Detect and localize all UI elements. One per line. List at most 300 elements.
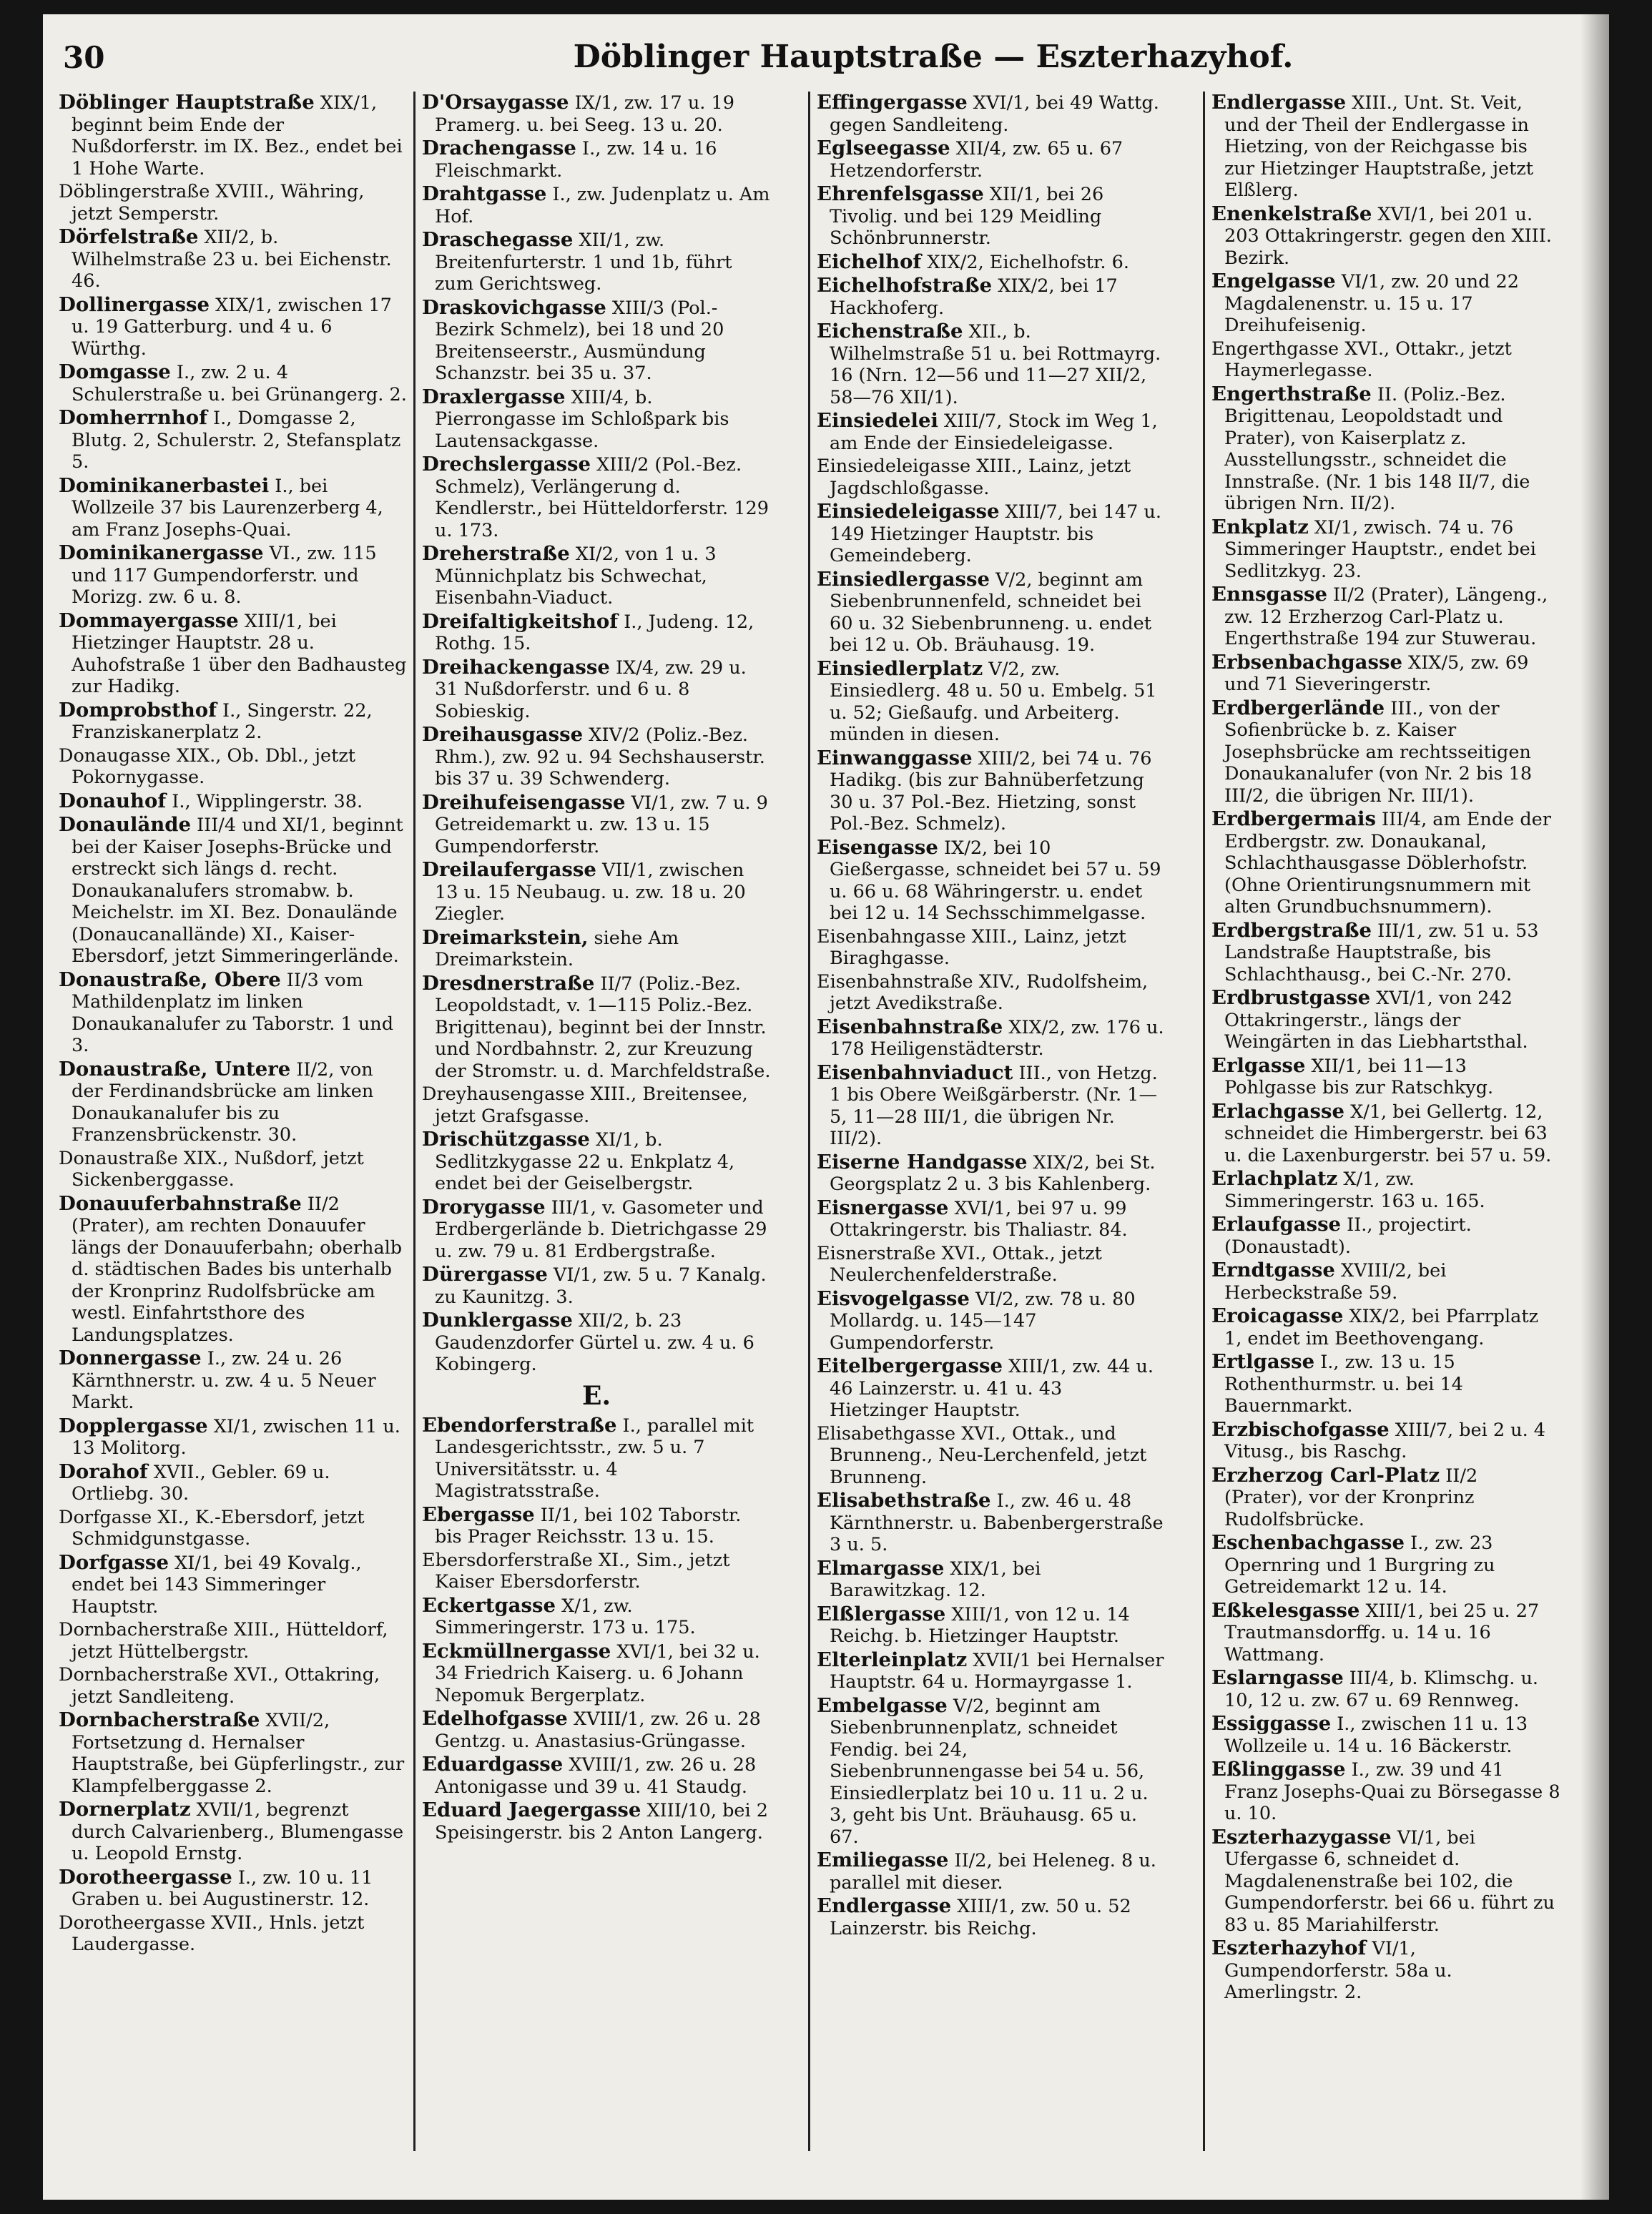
entry-headword: Dorfgasse [59, 1550, 169, 1574]
entry-headword: Dörfelstraße [59, 225, 199, 248]
entry-text: Döblingerstraße XVIII., Währing, jetzt Semperstr. [59, 181, 365, 225]
directory-entry [422, 229, 771, 295]
entry-headword: Eichenstraße [817, 320, 963, 343]
column-divider [413, 92, 416, 2151]
entry-text: Dornbacherstraße XIII., Hütteldorf, jetzt Hüttelbergstr. [59, 1619, 388, 1663]
entry-headword: Dollinergasse [59, 292, 210, 316]
directory-entry [59, 1347, 408, 1414]
entry-headword: Erndtgasse [1211, 1259, 1335, 1281]
entry-text: XIII/3 (Pol.-Bezirk Schmelz), bei 18 und 20 Breitenseerstr., Ausmündung Schanzstr. bei 35 u. 37. [435, 297, 724, 384]
entry-text: XIII/1, bei 25 u. 27 Trautmansdorffg. u. 14 u. 16 Wattmang. [1224, 1600, 1540, 1666]
entry-headword: Erdbergermais [1211, 807, 1376, 830]
directory-entry [817, 1695, 1166, 1849]
entry-headword: Ehrenfelsgasse [817, 182, 984, 205]
entry-text: XII/1, bei 11—13 Pohlgasse bis zur Ratschkyg. [1224, 1055, 1494, 1098]
directory-entry [1211, 584, 1560, 650]
directory-entry [1211, 697, 1560, 807]
directory-entry [59, 294, 408, 360]
entry-text: I., zw. 46 u. 48 Kärnthnerstr. u. Babenbergerstraße 3 u. 5. [830, 1490, 1164, 1555]
entry-text: I., zw. Judenplatz u. Am Hof. [435, 184, 770, 227]
entry-text: XIII/10, bei 2 Speisingerstr. bis 2 Anton Langerg. [435, 1800, 768, 1844]
entry-headword: Domherrnhof [59, 406, 207, 429]
entry-text: XI/1, b. Sedlitzkygasse 22 u. Enkplatz 4, endet bei der Geiselbergstr. [435, 1129, 735, 1194]
entry-text: XI/1, zwischen 11 u. 13 Molitorg. [72, 1415, 400, 1459]
directory-entry [59, 1058, 408, 1146]
directory-entry [422, 1264, 771, 1308]
directory-entry [422, 1128, 771, 1195]
entry-text: XI/1, bei 49 Kovalg., endet bei 143 Simmeringer Hauptstr. [72, 1552, 362, 1618]
directory-entry [817, 1895, 1166, 1939]
directory-entry [59, 699, 408, 744]
directory-entry [817, 658, 1166, 746]
directory-entry [59, 1461, 408, 1505]
entry-headword: Ennsgasse [1211, 583, 1327, 606]
directory-entry [817, 926, 1166, 970]
entry-headword: Eszterhazygasse [1211, 1825, 1392, 1849]
entry-headword: Endlergasse [1211, 92, 1347, 114]
entry-text: VI/1, zw. 5 u. 7 Kanalg. zu Kaunitzg. 3. [435, 1264, 767, 1308]
entry-text: II/1, bei 102 Taborstr. bis Prager Reichsstr. 13 u. 15. [435, 1504, 742, 1548]
entry-headword: Erbsenbachgasse [1211, 650, 1402, 674]
entry-headword: Dreherstraße [422, 542, 570, 565]
entry-text: XVI/1, bei 49 Wattg. gegen Sandleiteng. [830, 92, 1159, 136]
entry-text: XVI/1, von 242 Ottakringerstr., längs der Weingärten in das Liebhartsthal. [1224, 988, 1528, 1053]
entry-text: Ebersdorferstraße XI., Sim., jetzt Kaiser Ebersdorferstr. [422, 1549, 730, 1593]
directory-entry [817, 1243, 1166, 1286]
directory-entry [59, 1709, 408, 1797]
column-3 [817, 92, 1166, 2165]
entry-headword: Drorygasse [422, 1195, 546, 1219]
directory-entry [1211, 338, 1560, 382]
directory-entry [817, 1288, 1166, 1354]
directory-entry [817, 837, 1166, 925]
entry-headword: Dreimarkstein, [422, 925, 589, 949]
entry-text: I., parallel mit Landesgerichtsstr., zw. 5 u. 7 Universitätsstr. u. 4 Magistratsstraße. [435, 1414, 754, 1502]
entry-text: III/1, v. Gasometer und Erdbergerlände b. Dietrichgasse 29 u. zw. 79 u. 81 Erdbergstraße. [435, 1196, 767, 1262]
entry-text: XIII/1, bei Hietzinger Hauptstr. 28 u. Auhofstraße 1 über den Badhausteg zur Hadikg. [72, 610, 407, 697]
entry-headword: Einsiedeleigasse [817, 500, 1000, 523]
entry-headword: Erlgasse [1211, 1053, 1306, 1077]
entry-headword: Embelgasse [817, 1693, 948, 1717]
directory-entry [59, 542, 408, 609]
entry-text: VI/1, zw. 20 und 22 Magdalenenstr. u. 15 u. 17 Dreihufeisenig. [1224, 271, 1519, 336]
entry-headword: Erlachgasse [1211, 1099, 1344, 1123]
entry-text: XII/1, zw. Breitenfurterstr. 1 und 1b, führt zum Gerichtsweg. [435, 230, 732, 295]
entry-headword: Engerthstraße [1211, 382, 1372, 405]
entry-text: XIX/5, zw. 69 und 71 Sieveringerstr. [1224, 651, 1529, 695]
entry-text: IX/2, bei 10 Gießergasse, schneidet bei 57 u. 59 u. 66 u. 68 Währingerstr. u. endet bei 12 u. 14 Sechsschimmelgasse. [830, 837, 1161, 924]
entry-text: V/2, beginnt am Siebenbrunnenplatz, schneidet Fendig. bei 24, Siebenbrunnengasse bei 54 u. 56, Einsiedlerplatz bei 10 u. 11 u. 2 u. 3, geht bis Unt. Bräuhausg. 65 u. 67. [830, 1695, 1149, 1848]
entry-headword: Dopplergasse [59, 1414, 208, 1437]
entry-text: XIII/2 (Pol.-Bez. Schmelz), Verlängerung d. Kendlerstr., bei Hütteldorferstr. 129 u. 173. [435, 454, 769, 541]
entry-headword: Einwanggasse [817, 746, 973, 769]
entry-headword: Emiliegasse [817, 1849, 949, 1871]
entry-text: I., bei Wollzeile 37 bis Laurenzerberg 4, am Franz Josephs-Quai. [72, 475, 383, 541]
entry-text: XIII/7, bei 147 u. 149 Hietzinger Hauptstr. bis Gemeindeberg. [830, 501, 1161, 566]
directory-entry [59, 226, 408, 292]
directory-entry [817, 1151, 1166, 1196]
directory-entry [422, 1414, 771, 1502]
entry-headword: Draxlergasse [422, 385, 566, 408]
directory-entry [817, 410, 1166, 454]
directory-entry [817, 456, 1166, 499]
entry-headword: Dreihufeisengasse [422, 790, 626, 814]
directory-entry [59, 790, 408, 813]
entry-text: III/4 und XI/1, beginnt bei der Kaiser Josephs-Brücke und erstreckt sich längs d. recht. Donaukanalufers stromabw. b. Meichelstr. im XI. Bez. Donaulände (Donaucanallände) XI., Kaiser-Ebersdorf, jetzt Simmeringerlände. [72, 815, 403, 967]
directory-entry [422, 1640, 771, 1707]
directory-entry [422, 1550, 771, 1593]
entry-text: II/7 (Poliz.-Bez. Leopoldstadt, v. 1—115 Poliz.-Bez. Brigittenau), beginnt bei der Innstr. und Nordbahnstr. 2, zur Kreuzung der Stromstr. u. d. Marchfeldstraße. [435, 973, 771, 1082]
directory-entry [59, 475, 408, 541]
entry-headword: Eichelhof [817, 250, 922, 273]
directory-entry [1211, 1214, 1560, 1258]
entry-text: XVIII/1, zw. 26 u. 28 Gentzg. u. Anastasius-Grüngasse. [435, 1708, 761, 1752]
directory-entry [422, 543, 771, 609]
directory-entry [1211, 651, 1560, 696]
entry-headword: Draschegasse [422, 228, 574, 251]
entry-headword: Elmargasse [817, 1556, 945, 1580]
entry-text: II/2, von der Ferdinandsbrücke am linken Donaukanalufer bis zu Franzensbrückenstr. 30. [72, 1058, 374, 1146]
entry-text: Elisabethgasse XVI., Ottak., und Brunneng., Neu-Lerchenfeld, jetzt Brunneng. [817, 1422, 1147, 1488]
directory-entry [59, 610, 408, 698]
directory-entry [1211, 383, 1560, 515]
directory-entry [1211, 1600, 1560, 1666]
entry-headword: Drechslergasse [422, 453, 591, 476]
directory-entry [1211, 1351, 1560, 1417]
entry-text: XIX/2, bei Pfarrplatz 1, endet im Beethovengang. [1224, 1306, 1539, 1349]
entry-headword: Erdbrustgasse [1211, 986, 1371, 1009]
entry-headword: Erdbergerlände [1211, 696, 1385, 719]
directory-entry [59, 969, 408, 1057]
directory-entry [1211, 920, 1560, 986]
entry-text: Einsiedeleigasse XIII., Lainz, jetzt Jagdschloßgasse. [817, 456, 1131, 499]
directory-entry [59, 181, 408, 225]
entry-headword: Ebergasse [422, 1502, 535, 1526]
directory-entry [1211, 92, 1560, 202]
entry-headword: Eiserne Handgasse [817, 1150, 1028, 1174]
entry-headword: Eisnergasse [817, 1196, 949, 1219]
entry-headword: Domprobsthof [59, 698, 217, 722]
entry-headword: Dominikanerbastei [59, 473, 270, 497]
running-title: Döblinger Hauptstraße — Eszterhazyhof. [573, 39, 1294, 75]
directory-entry [59, 1148, 408, 1191]
entry-headword: Donauhof [59, 789, 167, 812]
entry-headword: Essiggasse [1211, 1712, 1332, 1735]
entry-text: II/3 vom Mathildenplatz im linken Donaukanalufer zu Taborstr. 1 und 3. [72, 969, 394, 1056]
entry-text: XIX/2, bei St. Georgsplatz 2 u. 3 bis Kahlenberg. [830, 1151, 1156, 1195]
entry-text: XI/2, von 1 u. 3 Münnichplatz bis Schwechat, Eisenbahn-Viaduct. [435, 543, 717, 609]
entry-headword: Eckertgasse [422, 1593, 556, 1617]
directory-entry [59, 1912, 408, 1956]
directory-page [43, 14, 1609, 2200]
entry-text: XIV/2 (Poliz.-Bez. Rhm.), zw. 92 u. 94 Sechshauserstr. bis 37 u. 39 Schwenderg. [435, 724, 765, 789]
entry-headword: Elterleinplatz [817, 1648, 968, 1671]
directory-entry [422, 183, 771, 227]
entry-headword: Edelhofgasse [422, 1707, 568, 1730]
directory-entry [59, 1799, 408, 1865]
entry-headword: Dornbacherstraße [59, 1708, 260, 1731]
entry-text: XVIII/1, zw. 26 u. 28 Antonigasse und 39 u. 41 Staudg. [435, 1754, 757, 1798]
entry-headword: Erlaufgasse [1211, 1213, 1342, 1236]
directory-entry [422, 973, 771, 1083]
entry-headword: Eglseegasse [817, 137, 950, 159]
entry-text: II/2 (Prater), Längeng., zw. 12 Erzherzog Carl-Platz u. Engerthstraße 194 zur Stuwerau. [1224, 584, 1548, 649]
entry-text: XIX/2, bei 17 Hackhoferg. [830, 275, 1118, 319]
directory-entry [817, 275, 1166, 319]
page-edge-shadow [1580, 14, 1609, 2200]
directory-entry [422, 297, 771, 385]
directory-entry [422, 724, 771, 790]
entry-text: XVI/1, bei 32 u. 34 Friedrich Kaiserg. u. 6 Johann Nepomuk Bergerplatz. [435, 1640, 760, 1706]
entry-text: VI/2, zw. 78 u. 80 Mollardg. u. 145—147 Gumpendorferstr. [830, 1288, 1136, 1354]
entry-headword: Draskovichgasse [422, 295, 606, 319]
directory-entry [422, 453, 771, 541]
page-header [43, 34, 1609, 84]
entry-text: XII/1, bei 26 Tivolig. und bei 129 Meidling Schönbrunnerstr. [830, 184, 1104, 249]
entry-headword: Dominikanergasse [59, 541, 264, 564]
entry-headword: Dunklergasse [422, 1309, 573, 1332]
column-4 [1211, 92, 1560, 2165]
directory-entry [422, 927, 771, 971]
directory-entry [59, 814, 408, 968]
entry-headword: Einsiedlergasse [817, 567, 990, 591]
entry-headword: Eisenbahnviaduct [817, 1061, 1013, 1084]
column-2 [422, 92, 771, 2165]
entry-text: Donaugasse XIX., Ob. Dbl., jetzt Pokornygasse. [59, 744, 356, 788]
directory-entry [1211, 1168, 1560, 1212]
entry-text: III/4, am Ende der Erdbergstr. zw. Donaukanal, Schlachthausgasse Döblerhofstr. (Ohne Orientirungsnummern mit alten Grundbuchsnummern). [1224, 809, 1551, 917]
entry-text: XIX/2, Eichelhofstr. 6. [921, 251, 1129, 273]
entry-headword: Dürergasse [422, 1263, 548, 1286]
entry-text: XVII., Gebler. 69 u. Ortliebg. 30. [72, 1461, 330, 1505]
directory-entry [59, 1619, 408, 1663]
entry-text: III., von der Sofienbrücke b. z. Kaiser Josephsbrücke am rechtsseitigen Donaukanalufer (von Nr. 2 bis 18 III/2, die übrigen Nr. III/1). [1224, 697, 1533, 807]
entry-headword: Ebendorferstraße [422, 1413, 617, 1437]
entry-text: VI., zw. 115 und 117 Gumpendorferstr. und Morizg. zw. 6 u. 8. [72, 543, 377, 608]
entry-headword: Eichelhofstraße [817, 274, 993, 297]
entry-text: Dorotheergasse XVII., Hnls. jetzt Laudergasse. [59, 1912, 365, 1955]
entry-headword: Enkplatz [1211, 515, 1309, 538]
entry-text: XIX/1, zwischen 17 u. 19 Gatterburg. und 4 u. 6 Würthg. [72, 294, 392, 360]
entry-text: II/2, bei Heleneg. 8 u. parallel mit dieser. [830, 1850, 1156, 1894]
entry-text: XIII/1, zw. 50 u. 52 Lainzerstr. bis Reichg. [830, 1896, 1131, 1939]
entry-text: VII/1, zwischen 13 u. 15 Neubaug. u. zw. 18 u. 20 Ziegler. [435, 860, 746, 925]
column-1 [59, 92, 408, 2165]
directory-entry [1211, 987, 1560, 1053]
entry-headword: Drischützgasse [422, 1128, 590, 1151]
entry-text: VI/1, Gumpendorferstr. 58a u. Amerlingstr. 2. [1224, 1938, 1452, 2003]
entry-headword: Donnergasse [59, 1347, 202, 1369]
directory-entry [59, 407, 408, 473]
directory-entry [422, 1196, 771, 1263]
entry-text: V/2, beginnt am Siebenbrunnenfeld, schneidet bei 60 u. 32 Siebenbrunneng. u. endet bei 12 u. Ob. Bräuhausg. 19. [830, 569, 1151, 656]
directory-entry [817, 1490, 1166, 1556]
section-letter: E. [582, 1380, 611, 1411]
entry-text: Engerthgasse XVI., Ottakr., jetzt Haymerlegasse. [1211, 338, 1512, 381]
entry-text: I., zwischen 11 u. 13 Wollzeile u. 14 u. 16 Bäckerstr. [1224, 1713, 1528, 1757]
directory-entry [1211, 516, 1560, 583]
entry-text: XIII., Unt. St. Veit, und der Theil der Endlergasse in Hietzing, von der Reichgasse bis zur Hietzinger Hauptstraße, jetzt Elßlerg. [1224, 92, 1534, 201]
entry-headword: Enenkelstraße [1211, 202, 1372, 225]
entry-text: III/4, b. Klimschg. u. 10, 12 u. zw. 67 u. 69 Rennweg. [1224, 1668, 1538, 1711]
entry-text: I., zw. 13 u. 15 Rothenthurmstr. u. bei 14 Bauernmarkt. [1224, 1352, 1463, 1417]
directory-entry [59, 1415, 408, 1460]
directory-entry [817, 1197, 1166, 1241]
entry-headword: Donaustraße, Untere [59, 1057, 291, 1081]
entry-text: I., Domgasse 2, Blutg. 2, Schulerstr. 2, Stefansplatz 5. [72, 408, 401, 473]
columns [59, 92, 1596, 2165]
entry-text: IX/4, zw. 29 u. 31 Nußdorferstr. und 6 u. 8 Sobieskig. [435, 656, 747, 722]
entry-headword: Erdbergstraße [1211, 918, 1372, 942]
directory-entry [59, 1664, 408, 1708]
entry-headword: Ertlgasse [1211, 1350, 1315, 1373]
entry-headword: Eslarngasse [1211, 1666, 1344, 1689]
directory-entry [422, 1753, 771, 1798]
entry-headword: Elßlergasse [817, 1602, 946, 1625]
directory-entry [1211, 1937, 1560, 2004]
directory-entry [1211, 203, 1560, 270]
entry-headword: Eitelbergergasse [817, 1354, 1003, 1377]
entry-text: Dorfgasse XI., K.-Ebersdorf, jetzt Schmidgunstgasse. [59, 1506, 365, 1550]
entry-headword: Domgasse [59, 360, 171, 383]
directory-entry [422, 792, 771, 858]
entry-text: XVI/1, bei 201 u. 203 Ottakringerstr. gegen den XIII. Bezirk. [1224, 203, 1552, 269]
entry-text: XIX/1, beginnt beim Ende der Nußdorferstr. im IX. Bez., endet bei 1 Hohe Warte. [72, 92, 403, 179]
directory-entry [817, 183, 1166, 250]
directory-entry [1211, 1305, 1560, 1349]
entry-text: I., zw. 14 u. 16 Fleischmarkt. [435, 138, 717, 182]
directory-entry [59, 1193, 408, 1347]
entry-text: Eisnerstraße XVI., Ottak., jetzt Neulerchenfelderstraße. [817, 1242, 1102, 1286]
entry-text: X/1, zw. Simmeringerstr. 163 u. 165. [1224, 1168, 1485, 1212]
entry-text: XVII/2, Fortsetzung d. Hernalser Hauptstraße, bei Güpferlingstr., zur Klampfelberggasse 2. [72, 1710, 405, 1797]
entry-text: Eisenbahngasse XIII., Lainz, jetzt Biraghgasse. [817, 925, 1126, 969]
directory-entry [59, 361, 408, 405]
directory-entry [1211, 270, 1560, 337]
entry-text: XVII/1 bei Hernalser Hauptstr. 64 u. Hormayrgasse 1. [830, 1649, 1164, 1693]
directory-entry [1211, 1532, 1560, 1598]
entry-text: XIII/7, Stock im Weg 1, am Ende der Einsiedeleigasse. [830, 410, 1158, 454]
entry-headword: Dreihausgasse [422, 723, 584, 746]
directory-entry [422, 1708, 771, 1752]
entry-text: I., Singerstr. 22, Franziskanerplatz 2. [72, 699, 373, 743]
directory-entry [817, 251, 1166, 274]
entry-text: II. (Poliz.-Bez. Brigittenau, Leopoldstadt und Prater), von Kaiserplatz z. Ausstellungsstr., schneidet die Innstraße. (Nr. 1 bis 148 II/7, die übrigen Nrn. II/2). [1224, 383, 1530, 514]
directory-entry [59, 745, 408, 789]
entry-headword: Dreifaltigkeitshof [422, 609, 619, 633]
directory-entry [1211, 1465, 1560, 1531]
entry-text: XIII/7, bei 2 u. 4 Vitusg., bis Raschg. [1224, 1419, 1546, 1462]
directory-entry [1211, 1713, 1560, 1757]
directory-entry [817, 569, 1166, 656]
entry-text: XIX/2, zw. 176 u. 178 Heiligenstädterstr. [830, 1016, 1164, 1060]
entry-text: II., projectirt. (Donaustadt). [1224, 1214, 1472, 1258]
entry-headword: D'Orsaygasse [422, 92, 569, 114]
entry-headword: Drachengasse [422, 137, 576, 159]
entry-headword: Einsiedlerplatz [817, 656, 983, 680]
entry-text: Donaustraße XIX., Nußdorf, jetzt Sickenberggasse. [59, 1147, 364, 1191]
directory-entry [422, 137, 771, 182]
entry-headword: Engelgasse [1211, 270, 1336, 292]
directory-entry [422, 1799, 771, 1844]
entry-headword: Elisabethstraße [817, 1489, 991, 1512]
entry-text: I., Judeng. 12, Rothg. 15. [435, 611, 754, 654]
entry-headword: Eckmüllnergasse [422, 1639, 611, 1663]
entry-text: VI/1, bei Ufergasse 6, schneidet d. Magdalenenstraße bei 102, die Gumpendorferstr. bei 66 u. führt zu 83 u. 85 Mariahilferstr. [1224, 1826, 1555, 1936]
directory-entry [817, 92, 1166, 136]
entry-text: XVI/1, bei 97 u. 99 Ottakringerstr. bis Thaliastr. 84. [830, 1197, 1128, 1241]
entry-text: III., von Hetzg. 1 bis Obere Weißgärberstr. (Nr. 1—5, 11—28 III/1, die übrigen Nr. III/2). [830, 1062, 1158, 1149]
directory-entry [817, 1649, 1166, 1693]
entry-text: II/2 (Prater), am rechten Donauufer längs der Donauuferbahn; oberhalb d. städtischen Bades bis unterhalb der Kronprinz Rudolfsbrücke am westl. Einfahrtsthore des Landungsplatzes. [72, 1193, 403, 1346]
entry-headword: Erlachplatz [1211, 1167, 1338, 1190]
entry-text: XIX/1, bei Barawitzkag. 12. [830, 1558, 1041, 1601]
entry-text: I., zw. 2 u. 4 Schulerstraße u. bei Grünangerg. 2. [72, 362, 407, 405]
entry-text: XII/4, zw. 65 u. 67 Hetzendorferstr. [830, 138, 1124, 182]
entry-text: II/2 (Prater), vor der Kronprinz Rudolfsbrücke. [1224, 1465, 1478, 1530]
directory-entry [817, 1558, 1166, 1602]
entry-headword: Eschenbachgasse [1211, 1531, 1405, 1554]
directory-entry [422, 92, 771, 136]
directory-entry [817, 137, 1166, 182]
entry-headword: Eisvogelgasse [817, 1286, 970, 1310]
entry-text: X/1, bei Gellertg. 12, schneidet die Himbergerstr. bei 63 u. die Laxenburgerstr. bei 57 u. 59. [1224, 1101, 1552, 1166]
directory-entry [422, 386, 771, 453]
entry-headword: Döblinger Hauptstraße [59, 92, 315, 114]
directory-entry [817, 1062, 1166, 1150]
directory-entry [1211, 808, 1560, 918]
directory-entry [817, 1423, 1166, 1489]
entry-text: X/1, zw. Simmeringerstr. 173 u. 175. [435, 1595, 696, 1638]
entry-headword: Donauuferbahnstraße [59, 1191, 302, 1215]
directory-entry [422, 1083, 771, 1127]
entry-headword: Dorahof [59, 1460, 148, 1483]
entry-headword: Eisengasse [817, 835, 938, 859]
entry-text: I., zw. 39 und 41 Franz Josephs-Quai zu Börsegasse 8 u. 10. [1224, 1759, 1560, 1824]
entry-headword: Effingergasse [817, 92, 968, 114]
directory-entry [422, 1504, 771, 1548]
entry-headword: Donaustraße, Obere [59, 968, 281, 991]
directory-entry [1211, 1259, 1560, 1304]
entry-text: I., zw. 10 u. 11 Graben u. bei Augustinerstr. 12. [72, 1866, 373, 1910]
directory-entry [817, 1355, 1166, 1422]
directory-entry [59, 1552, 408, 1618]
entry-headword: Erzherzog Carl-Platz [1211, 1463, 1440, 1487]
entry-text: XII., b. Wilhelmstraße 51 u. bei Rottmayrg. 16 (Nrn. 12—56 und 11—27 XII/2, 58—76 XII/1). [830, 321, 1161, 408]
entry-text: V/2, zw. Einsiedlerg. 48 u. 50 u. Embelg. 51 u. 52; Gießaufg. und Arbeiterg. münden in diesen. [830, 658, 1157, 745]
entry-headword: Eduardgasse [422, 1753, 564, 1776]
directory-entry [817, 320, 1166, 408]
directory-entry [59, 1866, 408, 1911]
entry-text: XII/2, b. Wilhelmstraße 23 u. bei Eichenstr. 46. [72, 227, 392, 292]
entry-text: XIII/2, bei 74 u. 76 Hadikg. (bis zur Bahnüberfetzung 30 u. 37 Pol.-Bez. Hietzing, sonst Pol.-Bez. Schmelz). [830, 747, 1152, 835]
entry-headword: Dommayergasse [59, 609, 239, 632]
entry-headword: Dorotheergasse [59, 1865, 232, 1889]
entry-headword: Erzbischofgasse [1211, 1417, 1390, 1441]
column-divider [808, 92, 810, 2151]
entry-text: Dornbacherstraße XVI., Ottakring, jetzt Sandleiteng. [59, 1664, 380, 1708]
column-divider [1203, 92, 1205, 2151]
directory-entry [1211, 1101, 1560, 1167]
entry-text: XVII/1, begrenzt durch Calvarienberg., Blumengasse u. Leopold Ernstg. [72, 1799, 404, 1864]
entry-headword: Eduard Jaegergasse [422, 1799, 641, 1821]
entry-headword: Einsiedelei [817, 409, 938, 432]
entry-text: XVIII/2, bei Herbeckstraße 59. [1224, 1260, 1447, 1304]
entry-headword: Eßkelesgasse [1211, 1598, 1360, 1622]
entry-text: I., zw. 24 u. 26 Kärnthnerstr. u. zw. 4 u. 5 Neuer Markt. [72, 1348, 376, 1413]
directory-entry [1211, 1419, 1560, 1463]
entry-text: XIII/1, von 12 u. 14 Reichg. b. Hietzinger Hauptstr. [830, 1603, 1130, 1647]
